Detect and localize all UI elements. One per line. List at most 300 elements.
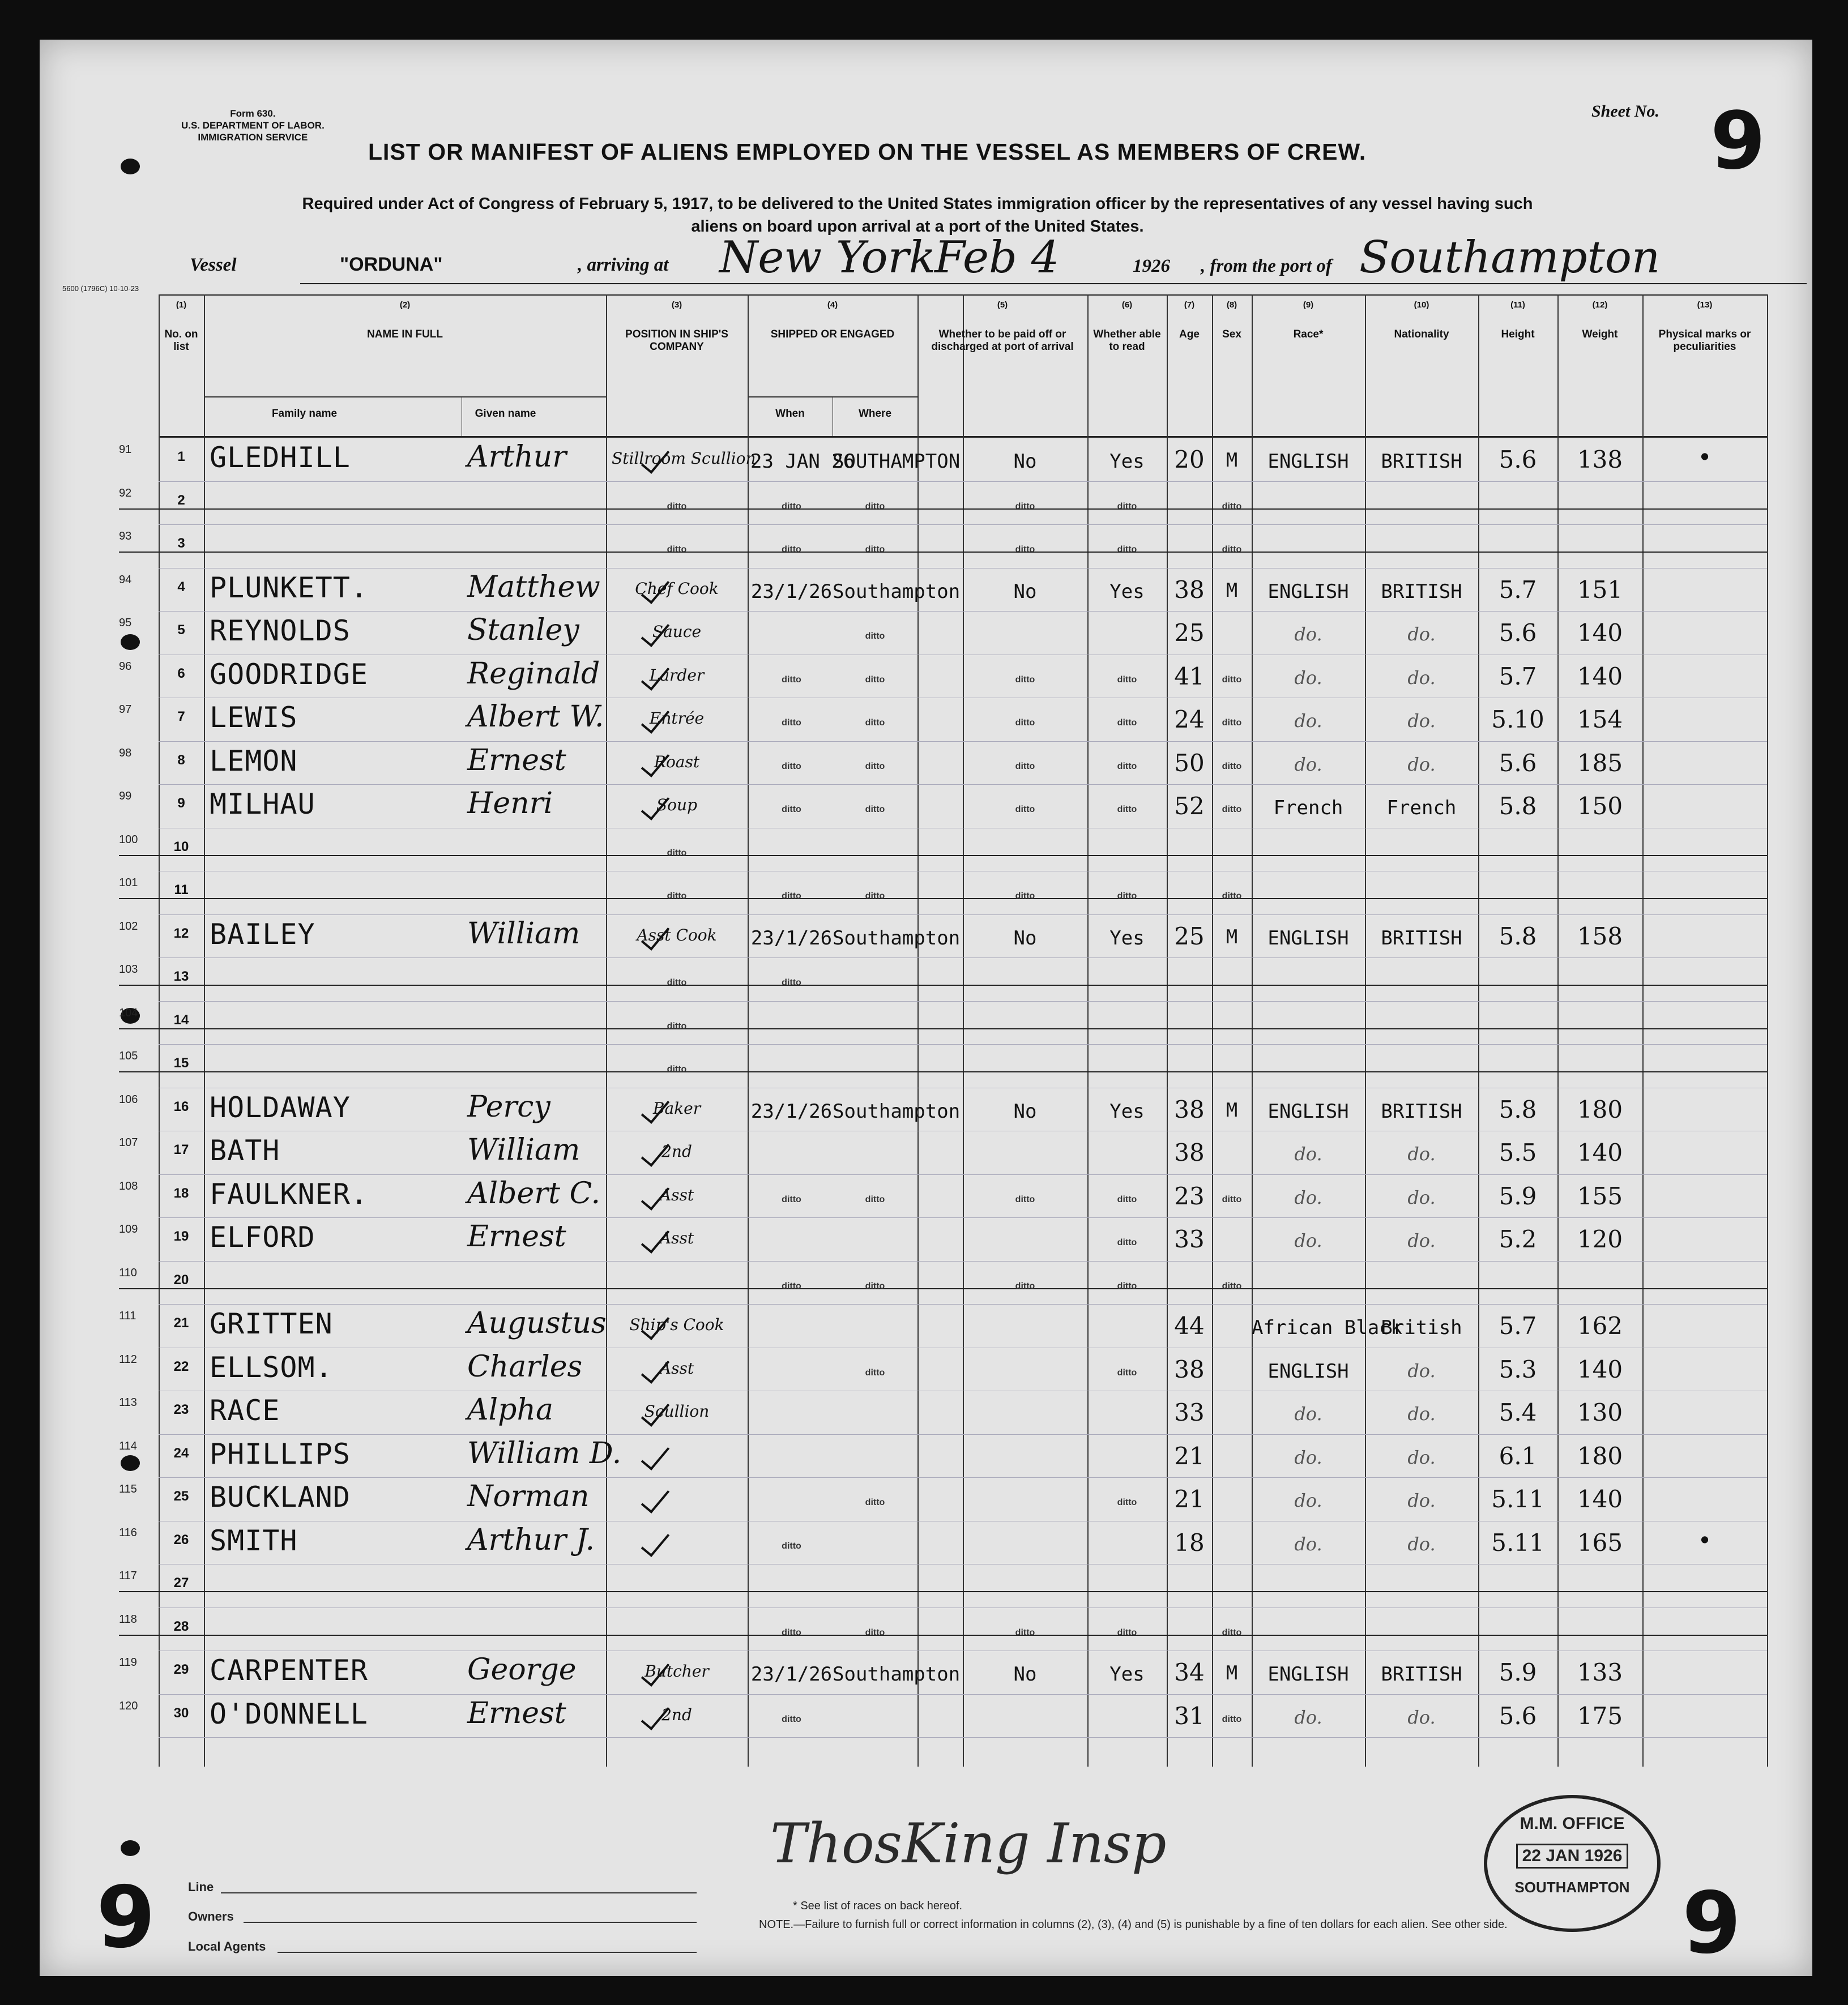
table-row <box>119 1522 1767 1566</box>
given-name: Augustus <box>467 1306 607 1340</box>
column-number: (11) <box>1510 300 1525 310</box>
weight: 133 <box>1577 1658 1623 1686</box>
row-number: 11 <box>174 882 189 897</box>
row-number: 29 <box>173 1662 189 1677</box>
row-number: 13 <box>173 969 189 984</box>
race: ENGLISH <box>1267 1663 1349 1686</box>
position: Asst Cook <box>637 926 717 944</box>
margin-number: 117 <box>119 1570 137 1582</box>
column-number: (4) <box>827 300 838 310</box>
shipped-where: ditto <box>865 1281 885 1291</box>
nationality: do. <box>1407 623 1436 645</box>
sex: M <box>1226 926 1238 948</box>
age: 25 <box>1174 922 1205 950</box>
family-name: GLEDHILL <box>210 441 351 474</box>
subtitle-line2: aliens on board upon arrival at a port of the United States. <box>691 217 1144 236</box>
given-name: William <box>467 917 581 951</box>
weight: 130 <box>1577 1399 1623 1426</box>
family-name: HOLDAWAY <box>210 1091 351 1124</box>
able-to-read: ditto <box>1117 891 1137 901</box>
given-name: Ernest <box>467 743 566 777</box>
given-name: Albert W. <box>467 700 604 734</box>
given-name: Arthur J. <box>467 1523 595 1557</box>
margin-number: 98 <box>119 747 132 759</box>
height: 6.1 <box>1499 1442 1537 1470</box>
height: 5.7 <box>1499 576 1537 604</box>
nationality: do. <box>1407 1143 1436 1165</box>
height: 5.7 <box>1499 662 1537 690</box>
footnote-fine: NOTE.—Failure to furnish full or correct information in columns (2), (3), (4) and (5) is punishable by a fine of ten dollars for each alien. See other side. <box>759 1918 1508 1931</box>
given-name: Ernest <box>467 1220 566 1254</box>
row-number: 16 <box>173 1099 189 1114</box>
table-row <box>119 1349 1767 1392</box>
race: do. <box>1294 623 1322 645</box>
position: ditto <box>667 545 687 554</box>
age: 38 <box>1174 1356 1205 1383</box>
row-number: 7 <box>177 709 185 724</box>
column-subheader: Given name <box>475 408 536 420</box>
shipped-when: ditto <box>782 891 801 901</box>
margin-number: 106 <box>119 1093 138 1106</box>
race: ENGLISH <box>1267 580 1349 603</box>
race: do. <box>1294 1403 1322 1425</box>
table-row <box>119 1652 1767 1695</box>
row-number: 1 <box>177 449 185 464</box>
height: 5.8 <box>1499 1096 1537 1123</box>
from-port: Southampton <box>1359 232 1661 283</box>
stamp-date: 22 JAN 1926 <box>1516 1844 1629 1869</box>
nationality: BRITISH <box>1381 450 1462 473</box>
margin-number: 100 <box>119 833 138 846</box>
row-number: 14 <box>173 1012 189 1028</box>
row-number: 15 <box>173 1055 189 1071</box>
paid-off: No <box>1013 927 1037 950</box>
age: 52 <box>1174 792 1205 820</box>
race: ENGLISH <box>1267 1100 1349 1123</box>
margin-number: 102 <box>119 920 138 933</box>
able-to-read: Yes <box>1109 580 1145 603</box>
weight: 150 <box>1577 792 1623 820</box>
race: ENGLISH <box>1267 450 1349 473</box>
physical-marks: • <box>1697 1527 1712 1554</box>
table-row <box>119 1262 1767 1306</box>
able-to-read: Yes <box>1109 927 1145 950</box>
row-number: 27 <box>173 1575 189 1591</box>
given-name: William D. <box>467 1437 622 1470</box>
inspector-signature: ThosKing Insp <box>770 1812 1167 1875</box>
position: Butcher <box>645 1662 709 1681</box>
paid-off: ditto <box>1015 1628 1035 1638</box>
sex: ditto <box>1222 891 1242 901</box>
position: Ship's Cook <box>629 1315 724 1334</box>
column-rule <box>1767 294 1768 1767</box>
row-number: 18 <box>173 1186 189 1201</box>
weight: 185 <box>1577 749 1623 777</box>
margin-number: 114 <box>119 1440 137 1452</box>
check-mark-icon <box>641 1440 670 1470</box>
weight: 140 <box>1577 1139 1623 1166</box>
punch-hole <box>121 159 140 174</box>
weight: 140 <box>1577 1485 1623 1513</box>
footer-agents-rule <box>278 1952 697 1953</box>
footer-line-rule <box>221 1892 697 1893</box>
shipped-where: Southampton <box>833 580 961 603</box>
margin-number: 91 <box>119 443 132 456</box>
column-header: POSITION IN SHIP'S COMPANY <box>625 328 728 353</box>
margin-number: 103 <box>119 963 138 976</box>
row-number: 20 <box>173 1272 189 1288</box>
sex: ditto <box>1222 502 1242 511</box>
paid-off: ditto <box>1015 502 1035 511</box>
height: 5.6 <box>1499 619 1537 647</box>
footer-agents-label: Local Agents <box>188 1939 266 1953</box>
margin-number: 108 <box>119 1180 138 1192</box>
family-name: CARPENTER <box>210 1654 368 1687</box>
nationality: do. <box>1407 1230 1436 1251</box>
weight: 180 <box>1577 1442 1623 1470</box>
column-header: SHIPPED OR ENGAGED <box>770 328 895 340</box>
able-to-read: ditto <box>1117 1281 1137 1291</box>
margin-number: 113 <box>119 1396 137 1409</box>
row-number: 17 <box>173 1142 189 1157</box>
nationality: British <box>1381 1316 1462 1339</box>
age: 21 <box>1174 1442 1205 1470</box>
shipped-where: ditto <box>865 805 885 814</box>
able-to-read: Yes <box>1109 1663 1145 1686</box>
footer-owners-rule <box>244 1922 697 1923</box>
family-name: BATH <box>210 1134 280 1167</box>
column-header: No. on list <box>164 328 198 353</box>
table-row <box>119 1045 1767 1089</box>
shipped-where: Southampton <box>833 1100 961 1123</box>
sex: M <box>1226 579 1238 602</box>
row-number: 30 <box>173 1705 189 1721</box>
name-subheader-rule <box>204 396 606 397</box>
given-name: Reginald <box>467 657 600 691</box>
given-name: George <box>467 1653 577 1687</box>
weight: 180 <box>1577 1096 1623 1123</box>
service: IMMIGRATION SERVICE <box>198 132 308 143</box>
nationality: do. <box>1407 1360 1436 1382</box>
position: Asst <box>659 1186 694 1204</box>
position: Scullion <box>644 1402 710 1421</box>
age: 18 <box>1174 1529 1205 1557</box>
given-name: Albert C. <box>467 1177 600 1211</box>
vessel-name: "ORDUNA" <box>340 254 443 275</box>
position: ditto <box>667 848 687 858</box>
shipped-where: ditto <box>865 502 885 511</box>
row-number: 23 <box>173 1402 189 1417</box>
nationality: French <box>1386 797 1457 819</box>
able-to-read: ditto <box>1117 1368 1137 1378</box>
vessel-underline <box>300 283 1807 284</box>
given-name: Ernest <box>467 1696 566 1730</box>
margin-number: 96 <box>119 660 132 673</box>
age: 33 <box>1174 1399 1205 1426</box>
race: do. <box>1294 1490 1322 1511</box>
column-number: (7) <box>1184 300 1195 310</box>
margin-number: 112 <box>119 1353 137 1366</box>
race: do. <box>1294 1230 1322 1251</box>
race: French <box>1273 797 1343 819</box>
row-number: 8 <box>177 753 185 768</box>
family-name: BUCKLAND <box>210 1481 351 1514</box>
sex: ditto <box>1222 1195 1242 1204</box>
sex: ditto <box>1222 1281 1242 1291</box>
paid-off: ditto <box>1015 805 1035 814</box>
shipped-when: ditto <box>782 805 801 814</box>
nationality: do. <box>1407 1490 1436 1511</box>
sex: ditto <box>1222 675 1242 685</box>
sex: ditto <box>1222 805 1242 814</box>
family-name: BAILEY <box>210 918 315 951</box>
check-mark-icon <box>641 1527 670 1557</box>
table-row <box>119 959 1767 1002</box>
physical-marks: • <box>1697 443 1712 471</box>
shipped-where: ditto <box>865 891 885 901</box>
column-header: Physical marks or peculiarities <box>1658 328 1751 353</box>
punch-hole <box>121 634 140 650</box>
weight: 151 <box>1577 576 1623 604</box>
race: African Black <box>1252 1316 1403 1339</box>
race: do. <box>1294 1143 1322 1165</box>
shipped-where: SOUTHAMPTON <box>833 450 961 473</box>
table-row <box>119 1609 1767 1652</box>
weight: 165 <box>1577 1529 1623 1557</box>
shipped-when: 23 JAN 26 <box>750 450 855 473</box>
table-row <box>119 1305 1767 1349</box>
table-row <box>119 1002 1767 1046</box>
paid-off: No <box>1013 1100 1037 1123</box>
race: do. <box>1294 710 1322 732</box>
shipped-when: ditto <box>782 978 801 987</box>
column-subheader: When <box>775 408 805 420</box>
row-number: 4 <box>177 579 185 595</box>
given-name: Arthur <box>467 440 567 474</box>
department: U.S. DEPARTMENT OF LABOR. <box>181 120 325 131</box>
column-header: Height <box>1501 328 1535 340</box>
sex: ditto <box>1222 1628 1242 1638</box>
sex: M <box>1226 1099 1238 1122</box>
table-row <box>119 785 1767 829</box>
height: 5.9 <box>1499 1182 1537 1210</box>
weight: 140 <box>1577 619 1623 647</box>
age: 21 <box>1174 1485 1205 1513</box>
table-row <box>119 1392 1767 1435</box>
family-name: ELLSOM. <box>210 1351 333 1384</box>
paid-off: ditto <box>1015 718 1035 728</box>
position: Roast <box>654 753 700 771</box>
bottom-right-nine: 9 <box>1682 1874 1742 1973</box>
paid-off: ditto <box>1015 1195 1035 1204</box>
sheet-number: 9 <box>1710 95 1766 187</box>
nationality: do. <box>1407 1533 1436 1555</box>
nationality: do. <box>1407 667 1436 689</box>
nationality: do. <box>1407 754 1436 775</box>
shipped-when: 23/1/26 <box>750 1663 833 1686</box>
arrival-port: New York <box>719 232 936 283</box>
able-to-read: ditto <box>1117 502 1137 511</box>
table-row <box>119 872 1767 916</box>
race: do. <box>1294 1707 1322 1728</box>
manifest-sheet <box>40 40 1812 1976</box>
height: 5.2 <box>1499 1225 1537 1253</box>
row-number: 21 <box>173 1315 189 1331</box>
margin-number: 116 <box>119 1527 137 1539</box>
shipped-where: ditto <box>865 718 885 728</box>
margin-number: 97 <box>119 703 132 716</box>
shipped-when: ditto <box>782 718 801 728</box>
column-header: NAME IN FULL <box>366 328 443 340</box>
column-number: (10) <box>1414 300 1429 310</box>
row-number: 9 <box>177 796 185 811</box>
paid-off: No <box>1013 580 1037 603</box>
table-row <box>119 1478 1767 1522</box>
shipped-when: ditto <box>782 1281 801 1291</box>
sex: ditto <box>1222 545 1242 554</box>
weight: 158 <box>1577 922 1623 950</box>
column-number: (8) <box>1226 300 1237 310</box>
position: Asst <box>659 1229 694 1247</box>
age: 33 <box>1174 1225 1205 1253</box>
row-number: 2 <box>177 493 185 508</box>
family-name: FAULKNER. <box>210 1178 368 1211</box>
family-name: O'DONNELL <box>210 1698 368 1730</box>
table-row <box>119 742 1767 786</box>
bottom-left-nine: 9 <box>96 1869 156 1967</box>
position: Sauce <box>652 622 702 641</box>
weight: 140 <box>1577 1356 1623 1383</box>
shipped-where: Southampton <box>833 1663 961 1686</box>
family-name: ELFORD <box>210 1221 315 1254</box>
height: 5.6 <box>1499 749 1537 777</box>
height: 5.7 <box>1499 1312 1537 1340</box>
able-to-read: ditto <box>1117 1195 1137 1204</box>
shipped-where: ditto <box>865 1368 885 1378</box>
table-row <box>119 439 1767 482</box>
weight: 162 <box>1577 1312 1623 1340</box>
family-name: REYNOLDS <box>210 614 351 647</box>
stamp-bottom: SOUTHAMPTON <box>1514 1879 1630 1896</box>
height: 5.8 <box>1499 792 1537 820</box>
weight: 175 <box>1577 1702 1623 1730</box>
given-name: Norman <box>467 1480 590 1514</box>
shipped-when: ditto <box>782 1628 801 1638</box>
able-to-read: ditto <box>1117 718 1137 728</box>
nationality: BRITISH <box>1381 927 1462 950</box>
margin-number: 109 <box>119 1223 138 1236</box>
able-to-read: ditto <box>1117 805 1137 814</box>
able-to-read: ditto <box>1117 1238 1137 1247</box>
column-number: (13) <box>1697 300 1713 310</box>
weight: 154 <box>1577 706 1623 733</box>
margin-number: 93 <box>119 530 132 542</box>
age: 38 <box>1174 576 1205 604</box>
row-number: 26 <box>173 1532 189 1547</box>
margin-number: 94 <box>119 574 132 586</box>
table-row <box>119 612 1767 656</box>
column-header: Whether to be paid off or discharged at port of arrival <box>931 328 1074 353</box>
paid-off: ditto <box>1015 762 1035 771</box>
table-row <box>119 569 1767 613</box>
height: 5.11 <box>1491 1529 1544 1557</box>
sex: ditto <box>1222 762 1242 771</box>
family-name: RACE <box>210 1394 280 1427</box>
row-number: 10 <box>173 839 189 854</box>
table-row <box>119 656 1767 699</box>
row-number: 22 <box>173 1359 189 1374</box>
margin-number: 95 <box>119 617 132 629</box>
shipped-when: ditto <box>782 545 801 554</box>
able-to-read: Yes <box>1109 1100 1145 1123</box>
arrival-date: Feb 4 <box>934 232 1060 283</box>
position: ditto <box>667 1065 687 1074</box>
margin-number: 101 <box>119 877 138 889</box>
race: do. <box>1294 1187 1322 1208</box>
able-to-read: ditto <box>1117 545 1137 554</box>
weight: 140 <box>1577 662 1623 690</box>
column-subheader: Family name <box>271 408 338 420</box>
shipped-when: ditto <box>782 762 801 771</box>
race: do. <box>1294 754 1322 775</box>
subtitle-line1: Required under Act of Congress of February 5, 1917, to be delivered to the United States immigration officer by the representatives of any vessel having such <box>302 195 1533 213</box>
given-name: Charles <box>467 1350 583 1384</box>
position: Baker <box>652 1099 701 1118</box>
column-number: (9) <box>1303 300 1314 310</box>
height: 5.5 <box>1499 1139 1537 1166</box>
shipped-when: 23/1/26 <box>750 580 833 603</box>
age: 34 <box>1174 1658 1205 1686</box>
height: 5.6 <box>1499 446 1537 473</box>
margin-number: 110 <box>119 1267 137 1279</box>
position: Soup <box>656 796 697 814</box>
column-number: (6) <box>1121 300 1133 310</box>
vessel-label: Vessel <box>190 255 237 275</box>
margin-number: 99 <box>119 790 132 802</box>
margin-number: 107 <box>119 1136 138 1149</box>
shipped-where: ditto <box>865 545 885 554</box>
table-row <box>119 1695 1767 1739</box>
sex: ditto <box>1222 718 1242 728</box>
table-row <box>119 482 1767 526</box>
office-stamp <box>1484 1795 1661 1932</box>
arrival-year: 1926 <box>1133 256 1170 276</box>
paid-off: ditto <box>1015 675 1035 685</box>
height: 5.9 <box>1499 1658 1537 1686</box>
row-number: 3 <box>177 536 185 551</box>
age: 25 <box>1174 619 1205 647</box>
row-number: 19 <box>173 1229 189 1244</box>
given-name: Alpha <box>467 1393 553 1427</box>
position: Stillroom Scullion <box>612 449 756 468</box>
check-mark-icon <box>641 1483 670 1514</box>
position: ditto <box>667 1021 687 1031</box>
table-row <box>119 1175 1767 1219</box>
given-name: Henri <box>467 786 553 820</box>
column-number: (1) <box>176 300 187 310</box>
table-row <box>119 1089 1767 1132</box>
page-title: LIST OR MANIFEST OF ALIENS EMPLOYED ON THE VESSEL AS MEMBERS OF CREW. <box>368 139 1367 165</box>
row-number: 12 <box>173 926 189 941</box>
punch-hole <box>121 1455 140 1471</box>
from-label: , from the port of <box>1201 256 1332 276</box>
column-number: (3) <box>671 300 682 310</box>
able-to-read: ditto <box>1117 675 1137 685</box>
position: ditto <box>667 978 687 987</box>
weight: 120 <box>1577 1225 1623 1253</box>
row-number: 24 <box>173 1446 189 1461</box>
weight: 155 <box>1577 1182 1623 1210</box>
